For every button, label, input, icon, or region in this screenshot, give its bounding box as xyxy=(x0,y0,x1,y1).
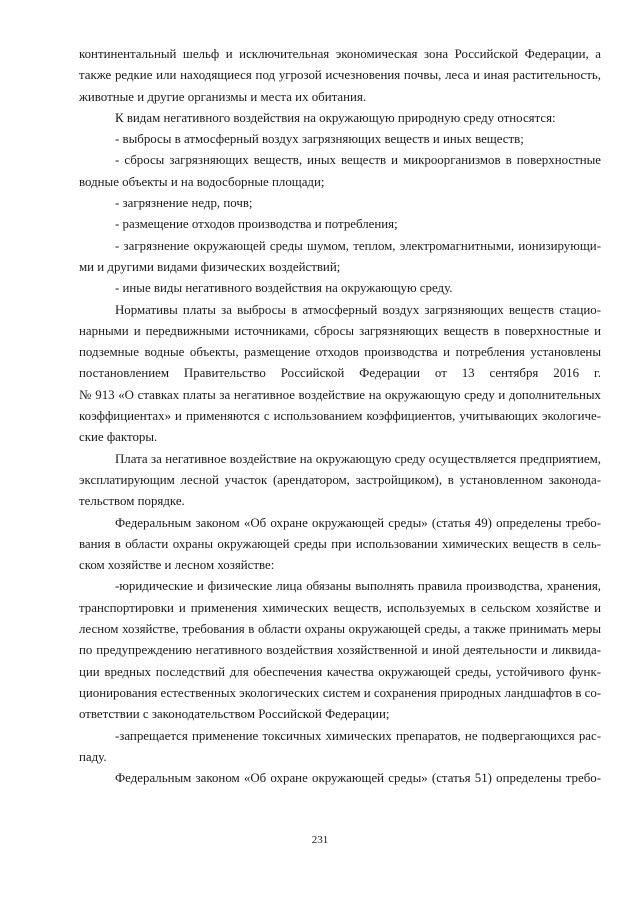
text-line: водные объекты и на водосборные площади; xyxy=(79,174,325,189)
text-line: № 913 «О ставках платы за негативное воздействие на окружающую среду и дополнительных xyxy=(79,387,601,402)
text-line: нарными и передвижными источниками, сбросы загрязняющих веществ в поверхностные и xyxy=(79,323,601,338)
text-line: ции вредных последствий для обеспечения качества окружающей среды, устойчивого функ- xyxy=(79,664,601,679)
text-line: - загрязнение недр, почв; xyxy=(115,196,253,211)
text-line: животные и другие организмы и места их обитания. xyxy=(79,89,367,104)
text-line: также редкие или находящиеся под угрозой исчезновения почвы, леса и иная растительность, xyxy=(79,68,601,83)
text-line: Федеральным законом «Об охране окружающей среды» (статья 49) определены требо- xyxy=(115,515,601,530)
text-line: Нормативы платы за выбросы в атмосферный воздух загрязняющих веществ стацио- xyxy=(115,302,601,317)
text-line: по предупреждению негативного воздействия хозяйственной и иной деятельности и ликвида- xyxy=(79,643,601,658)
document-body xyxy=(79,44,601,789)
text-line: ские факторы. xyxy=(79,430,158,445)
text-line: ответствии с законодательством Российской Федерации; xyxy=(79,707,390,722)
text-line: - иные виды негативного воздействия на окружающую среду. xyxy=(115,281,453,296)
text-line: ми и другими видами физических воздействий; xyxy=(79,259,341,274)
text-line: Плата за негативное воздействие на окружающую среду осуществляется предприятием, xyxy=(115,451,601,466)
document-page xyxy=(79,44,601,789)
text-line: лесном хозяйстве, требования в области охраны окружающей среды, а также принимать меры xyxy=(79,622,601,637)
text-line: паду. xyxy=(79,749,107,764)
text-line: - загрязнение окружающей среды шумом, теплом, электромагнитными, ионизирующи- xyxy=(115,238,601,253)
text-line: - сбросы загрязняющих веществ, иных веществ и микроорганизмов в поверхностные xyxy=(115,153,601,168)
text-line: подземные водные объекты, размещение отходов производства и потребления установлены xyxy=(79,345,601,360)
text-line: вания в области охраны окружающей среды при использовании химических веществ в сель- xyxy=(79,536,601,551)
page-number: 231 xyxy=(311,834,329,846)
text-line: транспортировки и применения химических веществ, используемых в сельском хозяйстве и xyxy=(79,600,601,615)
text-line: - выбросы в атмосферный воздух загрязняющих веществ и иных веществ; xyxy=(115,132,524,147)
text-line: постановлением Правительство Российской Федерации от 13 сентября 2016 г. xyxy=(79,366,601,381)
text-line: тельством порядке. xyxy=(79,494,185,509)
text-line: - размещение отходов производства и потребления; xyxy=(115,217,398,232)
text-line: -юридические и физические лица обязаны выполнять правила производства, хранения, xyxy=(115,579,601,594)
text-line: Федеральным законом «Об охране окружающей среды» (статья 51) определены требо- xyxy=(115,771,601,786)
text-line: ционирования естественных экологических систем и сохранения природных ландшафтов в со- xyxy=(79,685,602,700)
text-line: эксплатирующим лесной участок (арендатором, застройщиком), в установленном законода- xyxy=(79,472,601,487)
text-line: ском хозяйстве и лесном хозяйстве: xyxy=(79,558,275,573)
text-line: -запрещается применение токсичных химических препаратов, не подвергающихся рас- xyxy=(115,728,601,743)
text-line: континентальный шельф и исключительная экономическая зона Российской Федерации, а xyxy=(79,47,601,61)
text-line: К видам негативного воздействия на окружающую природную среду относятся: xyxy=(115,110,556,125)
text-line: коэффициентах» и применяются с использованием коэффициентов, учитывающих экологиче- xyxy=(79,409,601,424)
